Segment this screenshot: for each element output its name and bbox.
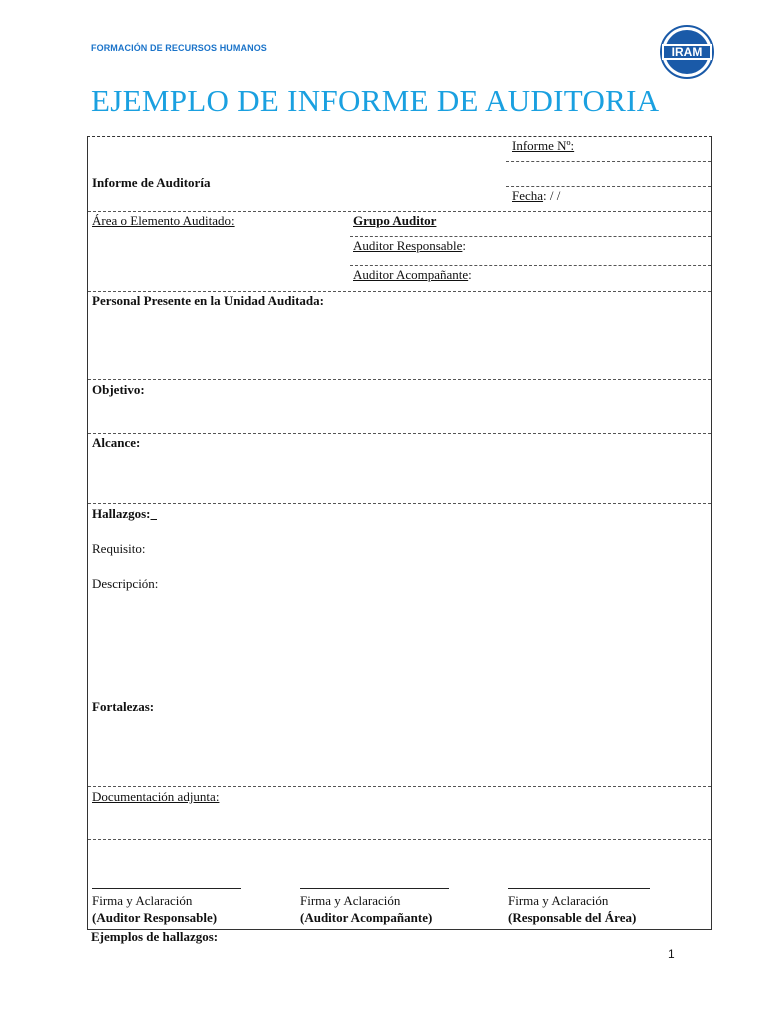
- header-org: FORMACIÓN DE RECURSOS HUMANOS: [91, 43, 267, 53]
- iram-logo: [660, 25, 714, 79]
- signature-line-1: [92, 888, 241, 889]
- auditor-responsable-label: Auditor Responsable:: [353, 238, 467, 253]
- documentacion-label: Documentación adjunta:: [92, 789, 220, 804]
- signature-role-2: (Auditor Acompañante): [300, 910, 433, 925]
- hallazgos-label: Hallazgos:: [92, 506, 151, 521]
- signature-role-1: (Auditor Responsable): [92, 910, 218, 925]
- signature-label-3: Firma y Aclaración: [508, 893, 609, 908]
- logo-text: IRAM: [671, 45, 703, 59]
- signature-label-1: Firma y Aclaración: [92, 893, 193, 908]
- fortalezas-label: Fortalezas:: [92, 699, 155, 714]
- page-number: 1: [668, 947, 675, 961]
- fecha-field: Fecha: / /: [512, 188, 561, 203]
- grupo-auditor-label: Grupo Auditor: [353, 213, 437, 228]
- examples-heading: Ejemplos de hallazgos:: [91, 929, 219, 944]
- signature-line-3: [508, 888, 650, 889]
- requisito-label: Requisito:: [92, 541, 146, 556]
- signature-label-2: Firma y Aclaración: [300, 893, 401, 908]
- alcance-label: Alcance:: [92, 435, 141, 450]
- document-title: EJEMPLO DE INFORME DE AUDITORIA: [91, 83, 660, 118]
- informe-number-label: Informe Nº:: [512, 138, 575, 153]
- area-label: Área o Elemento Auditado:: [92, 213, 235, 228]
- auditor-acompanante-label: Auditor Acompañante:: [353, 267, 472, 282]
- informe-title: Informe de Auditoría: [92, 175, 211, 190]
- objetivo-label: Objetivo:: [92, 382, 145, 397]
- audit-form: [87, 136, 712, 930]
- signature-line-2: [300, 888, 449, 889]
- personal-label: Personal Presente en la Unidad Auditada:: [92, 293, 324, 308]
- descripcion-label: Descripción:: [92, 576, 159, 591]
- signature-role-3: (Responsable del Área): [508, 910, 637, 925]
